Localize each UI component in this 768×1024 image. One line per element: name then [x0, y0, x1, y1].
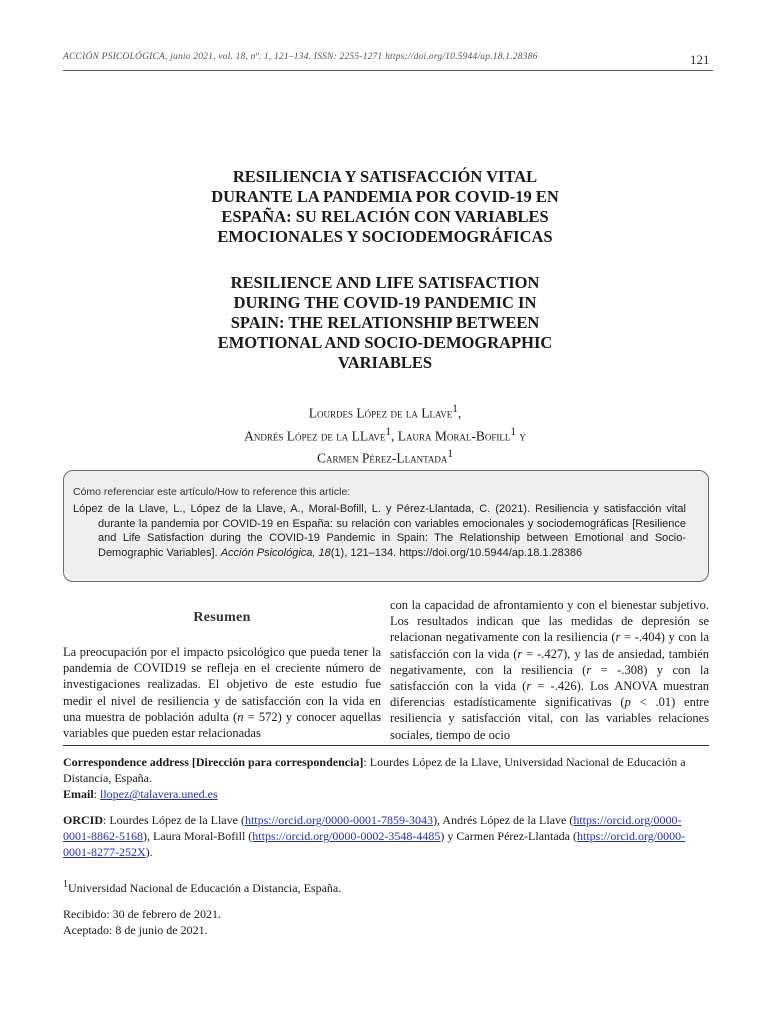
- abstract-text: = -.308) y con la satisfacción con la vida (: [390, 662, 709, 694]
- citation-journal: Acción Psicológica, 18: [220, 546, 331, 559]
- stat-symbol: r: [526, 679, 532, 694]
- affiliation-text: Universidad Nacional de Educación a Distancia, España.: [68, 881, 342, 895]
- author-name: Andrés López de la LLave: [244, 428, 386, 443]
- title-spanish: [150, 167, 620, 247]
- received-date: Recibido: 30 de febrero de 2021.: [63, 907, 221, 921]
- stat-symbol: p: [624, 695, 631, 710]
- citation-issue: (1), 121–134.: [330, 546, 397, 559]
- citation-heading: Cómo referenciar este artículo/How to reference this article:: [73, 486, 351, 498]
- citation-body: López de la Llave, L., López de la Llave, A., Moral-Bofill, L. y Pérez-Llantada, C. (2021). Resiliencia y satisfacción vital durante la pandemia por COVID-19 en España: su relación con variables emocionales y sociodemográficas [Resilience and Life Satisfaction during the COVID-19 Pandemic in Spain: The Relationship between Emotional and Socio-Demographic Variables].: [73, 503, 686, 559]
- title-en-line: RESILIENCE AND LIFE SATISFACTION: [230, 273, 540, 292]
- title-en-line: DURING THE COVID-19 PANDEMIC IN: [233, 293, 537, 312]
- stat-symbol: r: [615, 630, 621, 645]
- affiliation-mark: 1: [510, 425, 517, 438]
- running-head: ACCIÓN PSICOLÓGICA, junio 2021, vol. 18, nº. 1, 121–134. ISSN: 2255-1271 https://doi.org/10.5944/ap.18.1.28386: [63, 52, 538, 62]
- abstract-text: = 572) y conocer aquellas variables que pueden estar relacionadas: [63, 709, 381, 741]
- dates-note: [63, 906, 709, 938]
- accepted-date: Aceptado: 8 de junio de 2021.: [63, 923, 208, 938]
- abstract-text: con la capacidad de afrontamiento y con el bienestar subjetivo. Los resultados indican que las medidas de depresión se relacionan negativamente con la resiliencia (: [390, 598, 709, 645]
- author-name: Lourdes López de la Llave: [308, 405, 453, 421]
- affiliation-mark: 1: [452, 403, 458, 415]
- orcid-text: ).: [145, 845, 153, 860]
- orcid-link[interactable]: https://orcid.org/0000-0001-7859-3043: [244, 813, 434, 827]
- affiliation-mark: 1: [447, 448, 454, 460]
- page-number: 121: [690, 52, 710, 67]
- title-english: [150, 273, 620, 373]
- citation-text: [73, 502, 686, 560]
- title-en-line: VARIABLES: [337, 353, 433, 372]
- stat-symbol: r: [517, 646, 523, 661]
- email-link[interactable]: llopez@talavera.uned.es: [100, 787, 218, 802]
- conjunction: y: [519, 428, 526, 443]
- header-rule: [63, 70, 713, 71]
- citation-doi[interactable]: https://doi.org/10.5944/ap.18.1.28386: [399, 546, 583, 559]
- author-name: Laura Moral-Bofill: [397, 428, 511, 443]
- orcid-text: : Lourdes López de la Llave (: [103, 813, 245, 827]
- orcid-text: ), Andrés López de la Llave (: [433, 813, 574, 827]
- abstract-text: = -.404) y con la satisfacción con la vida (: [390, 630, 709, 661]
- title-es-line: EMOCIONALES Y SOCIODEMOGRÁFICAS: [217, 227, 553, 246]
- orcid-note: [63, 812, 709, 861]
- abstract-left-column: [63, 644, 381, 741]
- affiliation-note: [63, 877, 709, 896]
- orcid-link[interactable]: https://orcid.org/0000-0002-3548-4485: [252, 829, 441, 844]
- abstract-text: = -.426). Los ANOVA muestran diferencias estadísticamente significativas (: [390, 679, 709, 710]
- title-es-line: DURANTE LA PANDEMIA POR COVID-19 EN: [211, 187, 559, 206]
- title-en-line: EMOTIONAL AND SOCIO-DEMOGRAPHIC: [217, 333, 553, 352]
- author-name: Carmen Pérez-Llantada: [316, 450, 448, 466]
- abstract-text: < .01) entre resiliencia y satisfacción vital, con las variables relaciones sociales, tiempo de ocio: [390, 695, 709, 742]
- orcid-link[interactable]: https://orcid.org/0000-0001-8277-252X: [63, 829, 686, 860]
- correspondence-label: Correspondence address [Dirección para correspondencia]: [63, 755, 364, 769]
- title-es-line: RESILIENCIA Y SATISFACCIÓN VITAL: [232, 167, 538, 186]
- abstract-right-column: [390, 597, 709, 743]
- stat-symbol: r: [586, 662, 592, 677]
- author-list: Lourdes López de la Llave$^1$, Andrés López de la LLave$^1$, Laura Moral-Bofill$^1$ y Carmen Pérez-Llantada$^1$: [244, 403, 526, 466]
- abstract-text: La preocupación por el impacto psicológico que pueda tener la pandemia de COVID19 se refleja en el creciente número de investigaciones realizadas. El objetivo de este estudio fue medir el nivel de resiliencia y de satisfacción con la vida en una muestra de población adulta (: [63, 645, 381, 724]
- abstract-text: = -.427), y las de ansiedad, también negativamente, con la resiliencia (: [390, 646, 709, 677]
- correspondence-note: Correspondence address [Dirección para correspondencia]: Lourdes López de la Llave, Universidad Nacional de Educación a Distancia, España. Email: llopez@talavera.uned.es: [63, 755, 686, 802]
- orcid-text: ), Laura Moral-Bofill (: [143, 829, 253, 844]
- orcid-text: ) y Carmen Pérez-Llantada (: [440, 829, 578, 844]
- stat-symbol: n: [237, 709, 244, 724]
- title-es-line: ESPAÑA: SU RELACIÓN CON VARIABLES: [221, 207, 549, 226]
- correspondence-text: : Lourdes López de la Llave, Universidad Nacional de Educación a Distancia, España.: [63, 755, 686, 786]
- orcid-link[interactable]: https://orcid.org/0000-0001-8862-5168: [63, 813, 682, 844]
- resumen-heading: Resumen: [193, 610, 251, 625]
- footnote-rule: [63, 745, 709, 746]
- affiliation-mark: 1: [63, 879, 68, 890]
- orcid-label: ORCID: [63, 813, 104, 827]
- affiliation-mark: 1: [385, 425, 392, 438]
- title-en-line: SPAIN: THE RELATIONSHIP BETWEEN: [230, 313, 540, 332]
- email-label: Email: [63, 787, 94, 802]
